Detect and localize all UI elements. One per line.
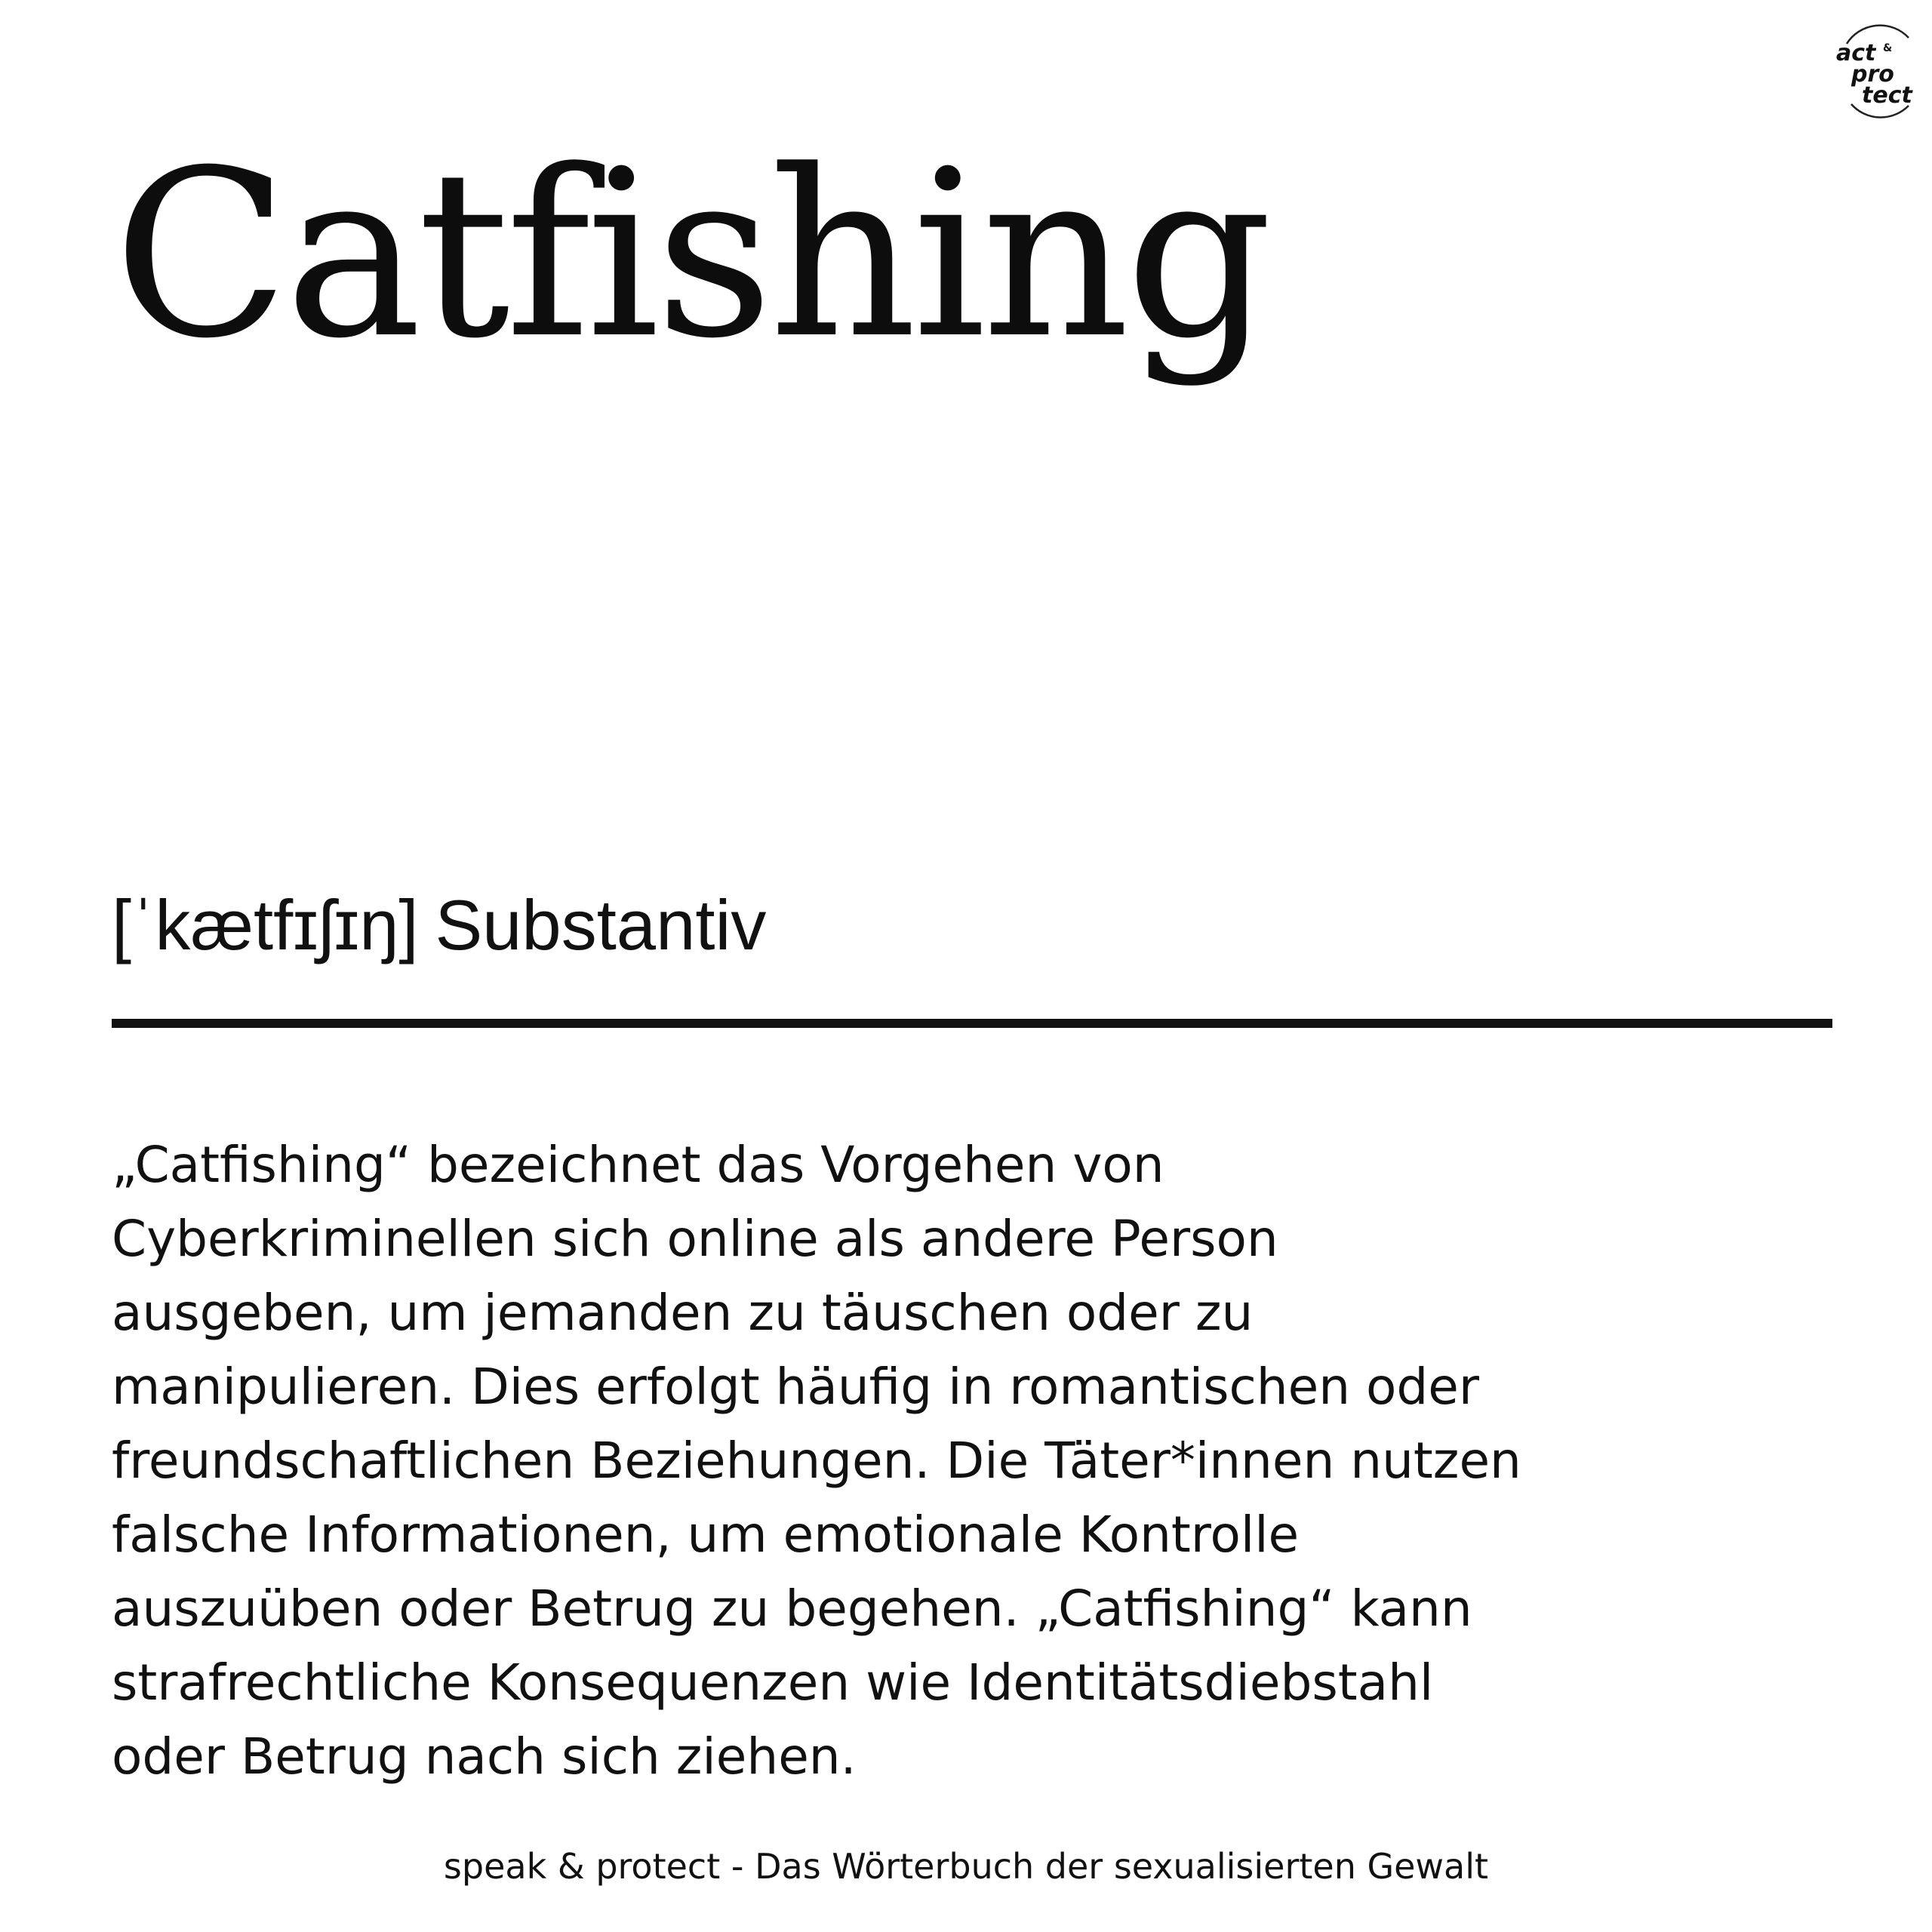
logo-text-pro: pro — [1851, 61, 1894, 88]
word-class: Substantiv — [435, 885, 767, 964]
definition-line: ausgeben, um jemanden zu täuschen oder zu — [112, 1284, 1254, 1342]
definition-line: manipulieren. Dies erfolgt häufig in romantischen oder — [112, 1358, 1480, 1416]
definition-line: strafrechtliche Konsequenzen wie Identitätsdiebstahl — [112, 1654, 1434, 1712]
definition-line: freundschaftlichen Beziehungen. Die Täter*innen nutzen — [112, 1432, 1521, 1490]
pronunciation: [ˈkætfɪʃɪŋ] — [112, 885, 419, 964]
definition-line: auszuüben oder Betrug zu begehen. „Catfishing“ kann — [112, 1580, 1472, 1638]
definition-line: „Catfishing“ bezeichnet das Vorgehen von — [112, 1136, 1164, 1194]
definition-line: falsche Informationen, um emotionale Kontrolle — [112, 1506, 1300, 1564]
pronunciation-line — [112, 883, 766, 968]
act-and-protect-logo — [1830, 21, 1924, 119]
logo-text-act: act — [1836, 40, 1876, 66]
logo-text-amp: & — [1883, 42, 1893, 54]
definition-line: oder Betrug nach sich ziehen. — [112, 1727, 857, 1786]
headword: Catfishing — [113, 121, 1269, 389]
definition-line: Cyberkriminellen sich online als andere Person — [112, 1210, 1278, 1268]
divider-rule — [112, 1019, 1832, 1028]
logo-text-tect: tect — [1862, 82, 1912, 109]
logo-badge — [1830, 21, 1924, 119]
definition-text — [112, 1128, 1847, 1794]
footer-caption: speak & protect - Das Wörterbuch der sexualisierten Gewalt — [443, 1846, 1489, 1887]
